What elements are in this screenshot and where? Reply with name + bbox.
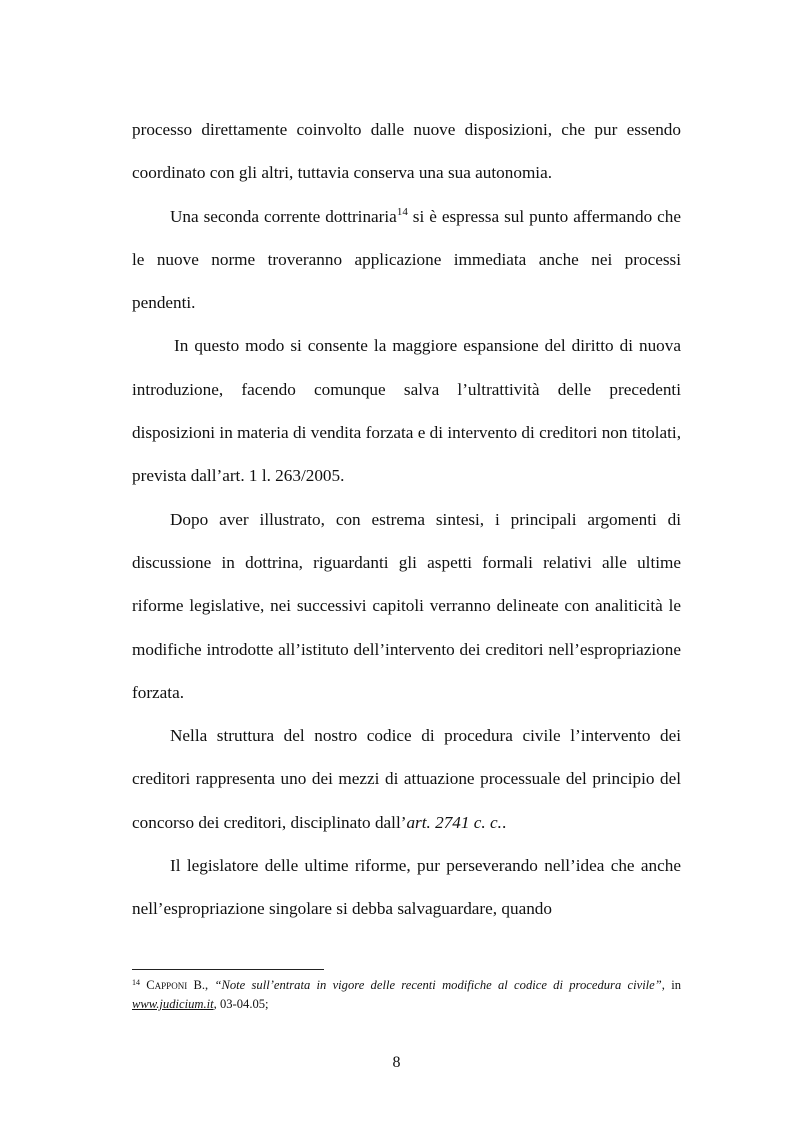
paragraph-3: In questo modo si consente la maggiore espansione del diritto di nuova introduzione, facendo comunque salva l’ultrattività delle precedenti disposizioni in materia di vendita forzata e di intervento di creditori non titolati, prevista dall’art. 1 l. 263/2005. xyxy=(132,336,681,486)
footnote-14 xyxy=(132,976,681,1014)
footnote-tail: , 03-04.05; xyxy=(213,997,269,1011)
footnote-link[interactable]: www.judicium.it xyxy=(132,997,214,1011)
footnote-separator xyxy=(132,969,324,970)
footnote-author: Capponi xyxy=(146,978,188,992)
paragraph-2-text-end: si è espressa sul punto affermando che le nuove norme troveranno applicazione immediata anche nei processi pendenti. xyxy=(132,206,681,313)
paragraph-2-text-start: Una seconda corrente dottrinaria xyxy=(170,206,397,226)
paragraph-1: processo direttamente coinvolto dalle nuove disposizioni, che pur essendo coordinato con gli altri, tuttavia conserva una sua autonomia. xyxy=(132,120,681,183)
paragraph-5-text-end: . xyxy=(501,812,507,832)
paragraph-5-text-start: Nella struttura del nostro codice di procedura civile l’intervento dei creditori rappresenta uno dei mezzi di attuazione processuale del principio del concorso dei creditori, disciplinato dall’ xyxy=(132,726,681,832)
article-citation: art. 2741 c. c. xyxy=(406,812,502,832)
paragraph-4: Dopo aver illustrato, con estrema sintesi, i principali argomenti di discussione in dottrina, riguardanti gli aspetti formali relativi alle ultime riforme legislative, nei successivi capitoli verranno delineate con analiticità le modifiche introdotte all’istituto dell’intervento dei creditori nell’espropriazione forzata. xyxy=(132,509,681,702)
page-number: 8 xyxy=(392,1054,401,1071)
body-text xyxy=(132,108,681,931)
paragraph-2 xyxy=(132,195,681,325)
footnote-author-suffix: B., xyxy=(187,978,215,992)
paragraph-5 xyxy=(132,714,681,844)
footnote-number: 14 xyxy=(132,978,140,987)
paragraph-6: Il legislatore delle ultime riforme, pur perseverando nell’idea che anche nell’espropriazione singolare si debba salvaguardare, quando xyxy=(132,856,681,919)
footnote-reference-14[interactable]: 14 xyxy=(396,205,408,218)
footnote-connector: , in xyxy=(661,978,681,992)
footnote-title: “Note sull’entrata in vigore delle recenti modifiche al codice di procedura civile” xyxy=(214,978,662,992)
